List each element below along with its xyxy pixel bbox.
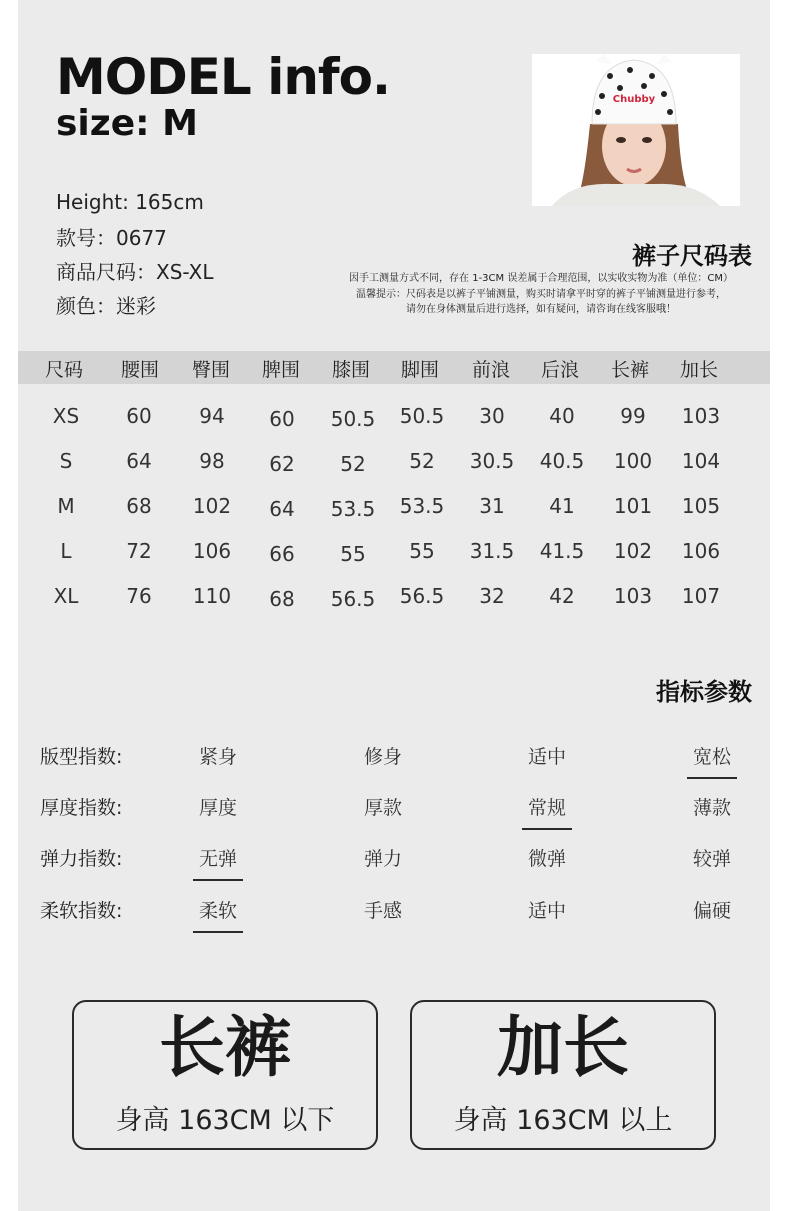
size-cell: S xyxy=(59,449,73,473)
size-cell: XL xyxy=(53,584,79,608)
measure-cell: 102 xyxy=(192,494,232,518)
column-header: 脚围 xyxy=(400,359,440,381)
column-header: 膝围 xyxy=(331,359,371,381)
measure-cell: 40 xyxy=(549,404,575,428)
measure-cell: 101 xyxy=(613,494,653,518)
measure-cell: 62 xyxy=(269,452,295,476)
extended-pants-title: 加长 xyxy=(497,1009,629,1086)
model-height: Height: 165cm xyxy=(56,190,204,214)
measure-cell: 31 xyxy=(479,494,505,518)
measure-cell: 52 xyxy=(340,452,366,476)
size-chart-title: 裤子尺码表 xyxy=(632,242,752,270)
param-option-selected: 无弹 xyxy=(193,844,243,881)
measure-cell: 98 xyxy=(199,449,225,473)
measure-cell: 103 xyxy=(681,404,721,428)
long-pants-box xyxy=(72,1000,378,1150)
param-label: 厚度指数: xyxy=(40,797,123,819)
extended-pants-box xyxy=(410,1000,716,1150)
long-pants-height: 身高 163CM 以下 xyxy=(115,1105,335,1136)
param-option: 厚度 xyxy=(198,797,238,819)
param-option: 修身 xyxy=(363,746,403,768)
column-header: 臀围 xyxy=(191,359,231,381)
measure-cell: 94 xyxy=(199,404,225,428)
params-title: 指标参数 xyxy=(656,678,752,706)
measure-cell: 50.5 xyxy=(399,404,445,428)
measure-cell: 52 xyxy=(409,449,435,473)
measure-cell: 56.5 xyxy=(399,584,445,608)
color: 颜色：迷彩 xyxy=(56,294,156,318)
column-header: 腰围 xyxy=(120,359,160,381)
param-option: 适中 xyxy=(527,900,567,922)
measure-cell: 105 xyxy=(681,494,721,518)
param-option-selected: 宽松 xyxy=(687,742,737,779)
param-option-selected: 柔软 xyxy=(193,896,243,933)
param-option: 适中 xyxy=(527,746,567,768)
param-option: 较弹 xyxy=(692,848,732,870)
measure-cell: 66 xyxy=(269,542,295,566)
param-option: 微弹 xyxy=(527,848,567,870)
measure-cell: 76 xyxy=(126,584,152,608)
measure-cell: 53.5 xyxy=(330,497,376,521)
param-option: 弹力 xyxy=(363,848,403,870)
size-cell: XS xyxy=(52,404,80,428)
measure-cell: 60 xyxy=(269,407,295,431)
measure-cell: 100 xyxy=(613,449,653,473)
measure-cell: 106 xyxy=(192,539,232,563)
hat-logo-text: Chubby xyxy=(612,94,656,105)
model-photo xyxy=(532,54,740,206)
measure-cell: 30.5 xyxy=(469,449,515,473)
column-header: 脾围 xyxy=(261,359,301,381)
measure-cell: 64 xyxy=(126,449,152,473)
measure-cell: 41 xyxy=(549,494,575,518)
measure-cell: 32 xyxy=(479,584,505,608)
size-chart-note-2: 温馨提示：尺码表是以裤子平铺测量，购买时请拿平时穿的裤子平铺测量进行参考， xyxy=(356,289,726,300)
measure-cell: 107 xyxy=(681,584,721,608)
measure-cell: 99 xyxy=(620,404,646,428)
param-option: 薄款 xyxy=(692,797,732,819)
param-option-selected: 常规 xyxy=(522,793,572,830)
column-header: 前浪 xyxy=(471,359,511,381)
param-option: 手感 xyxy=(363,900,403,922)
style-number: 款号：0677 xyxy=(56,226,167,250)
model-size-label: size: M xyxy=(56,103,198,144)
measure-cell: 55 xyxy=(409,539,435,563)
measure-cell: 103 xyxy=(613,584,653,608)
size-chart-note-3: 请勿在身体测量后进行选择，如有疑问，请咨询在线客服哦！ xyxy=(406,304,676,315)
measure-cell: 40.5 xyxy=(539,449,585,473)
measure-cell: 102 xyxy=(613,539,653,563)
measure-cell: 68 xyxy=(126,494,152,518)
measure-cell: 41.5 xyxy=(539,539,585,563)
measure-cell: 106 xyxy=(681,539,721,563)
param-option: 厚款 xyxy=(363,797,403,819)
measure-cell: 64 xyxy=(269,497,295,521)
measure-cell: 60 xyxy=(126,404,152,428)
extended-pants-height: 身高 163CM 以上 xyxy=(453,1105,673,1136)
param-label: 弹力指数: xyxy=(40,848,123,870)
measure-cell: 42 xyxy=(549,584,575,608)
measure-cell: 50.5 xyxy=(330,407,376,431)
measure-cell: 55 xyxy=(340,542,366,566)
param-label: 版型指数: xyxy=(40,746,123,768)
measure-cell: 30 xyxy=(479,404,505,428)
measure-cell: 31.5 xyxy=(469,539,515,563)
page-panel xyxy=(18,0,770,1211)
size-range: 商品尺码：XS-XL xyxy=(56,260,214,284)
param-option: 偏硬 xyxy=(692,900,732,922)
param-label: 柔软指数: xyxy=(40,900,123,922)
measure-cell: 72 xyxy=(126,539,152,563)
size-cell: M xyxy=(57,494,75,518)
measure-cell: 104 xyxy=(681,449,721,473)
size-table-header xyxy=(18,351,770,384)
column-header: 后浪 xyxy=(540,359,580,381)
model-info-title: MODEL info. xyxy=(56,48,391,106)
column-header: 加长 xyxy=(679,359,719,381)
param-option: 紧身 xyxy=(198,746,238,768)
measure-cell: 53.5 xyxy=(399,494,445,518)
column-header: 长裤 xyxy=(610,359,650,381)
measure-cell: 110 xyxy=(192,584,232,608)
measure-cell: 56.5 xyxy=(330,587,376,611)
size-cell: L xyxy=(60,539,72,563)
column-header: 尺码 xyxy=(44,359,84,381)
size-chart-note-1: 因手工测量方式不同，存在 1-3CM 误差属于合理范围，以实收实物为准（单位：CM） xyxy=(349,273,733,284)
long-pants-title: 长裤 xyxy=(159,1009,291,1086)
measure-cell: 68 xyxy=(269,587,295,611)
